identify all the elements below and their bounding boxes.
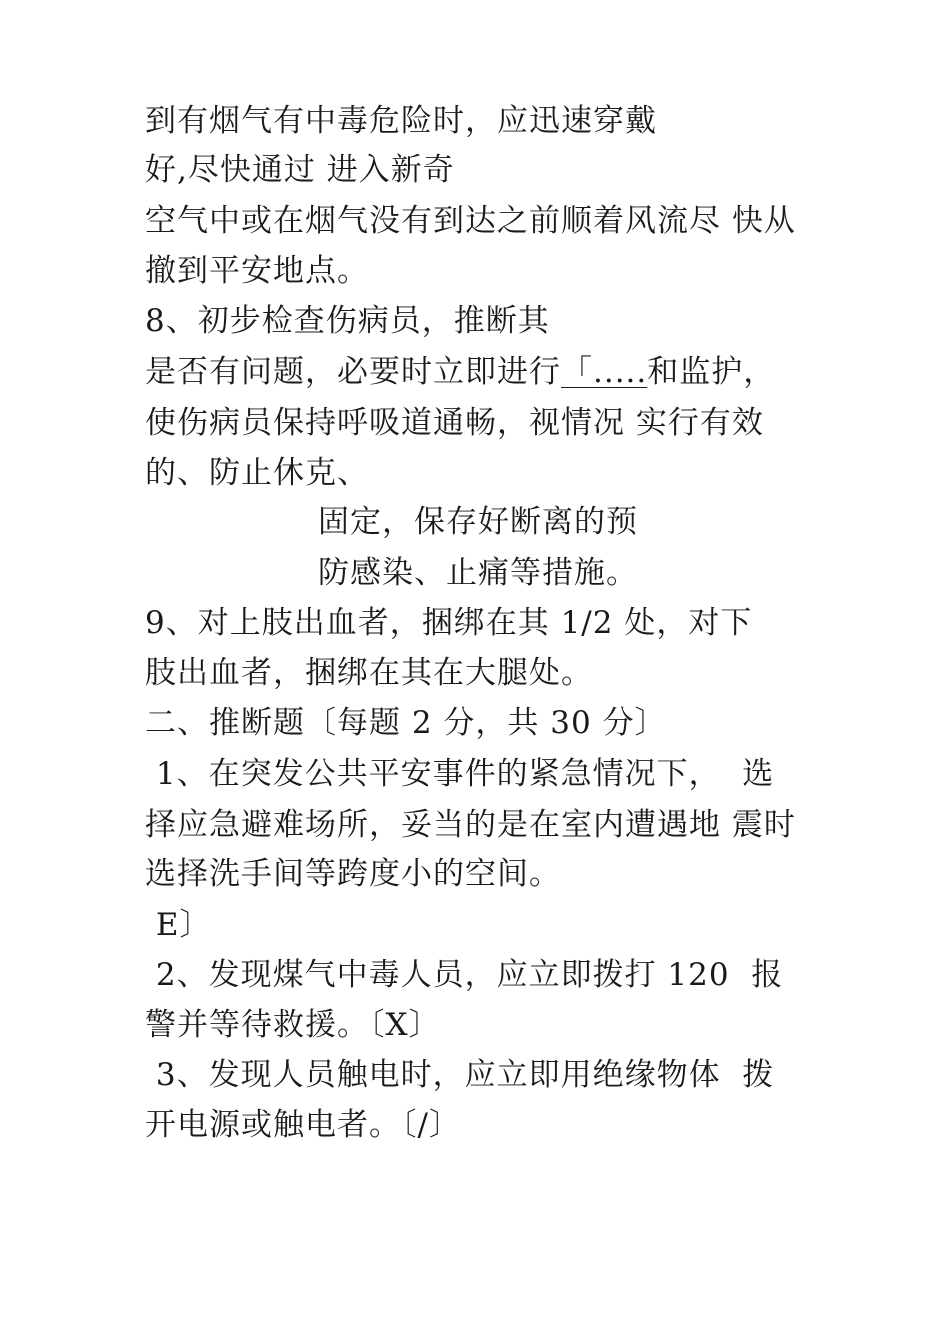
text-line: 的、防止休克、: [145, 455, 369, 491]
text-line: 到有烟气有中毒危险时，应迅速穿戴: [145, 103, 657, 139]
question-line: 1、在突发公共平安事件的紧急情况下， 选: [145, 756, 775, 792]
question-line: 2、发现煤气中毒人员，应立即拨打 120 报: [145, 957, 784, 993]
text-line: 肢出血者，捆绑在其在大腿处。: [145, 655, 593, 691]
question-line: 择应急避难场所，妥当的是在室内遭遇地 震时: [145, 807, 796, 843]
text-line: 使伤病员保持呼吸道通畅，视情况 实行有效: [145, 405, 764, 441]
text-line-indented: 固定，保存好断离的预: [318, 504, 638, 540]
text-line: 撤到平安地点。: [145, 253, 369, 289]
text-line: 好,尽快通过 进入新奇: [145, 152, 455, 188]
question-line: 开电源或触电者。〔/〕: [145, 1107, 461, 1143]
text-line: 8、初步检查伤病员，推断其: [145, 303, 550, 339]
text-segment: 是否有问题，必要时立即进行: [145, 354, 561, 390]
question-line: 选择洗手间等跨度小的空间。: [145, 856, 561, 892]
text-line: 空气中或在烟气没有到达之前顺着风流尽 快从: [145, 203, 796, 239]
fill-in-blank: 「.....: [561, 354, 648, 390]
answer-mark: E〕: [145, 907, 212, 943]
text-line: 9、对上肢出血者，捆绑在其 1/2 处，对下: [145, 605, 753, 641]
section-heading: 二、推断题〔每题 2 分，共 30 分〕: [145, 705, 667, 741]
text-line-indented: 防感染、止痛等措施。: [318, 555, 638, 591]
text-line-with-blank: [145, 352, 775, 392]
text-segment: 和监护，: [647, 354, 776, 390]
question-line: 警并等待救援。〔X〕: [145, 1007, 441, 1043]
question-line: 3、发现人员触电时，应立即用绝缘物体 拨: [145, 1057, 775, 1093]
